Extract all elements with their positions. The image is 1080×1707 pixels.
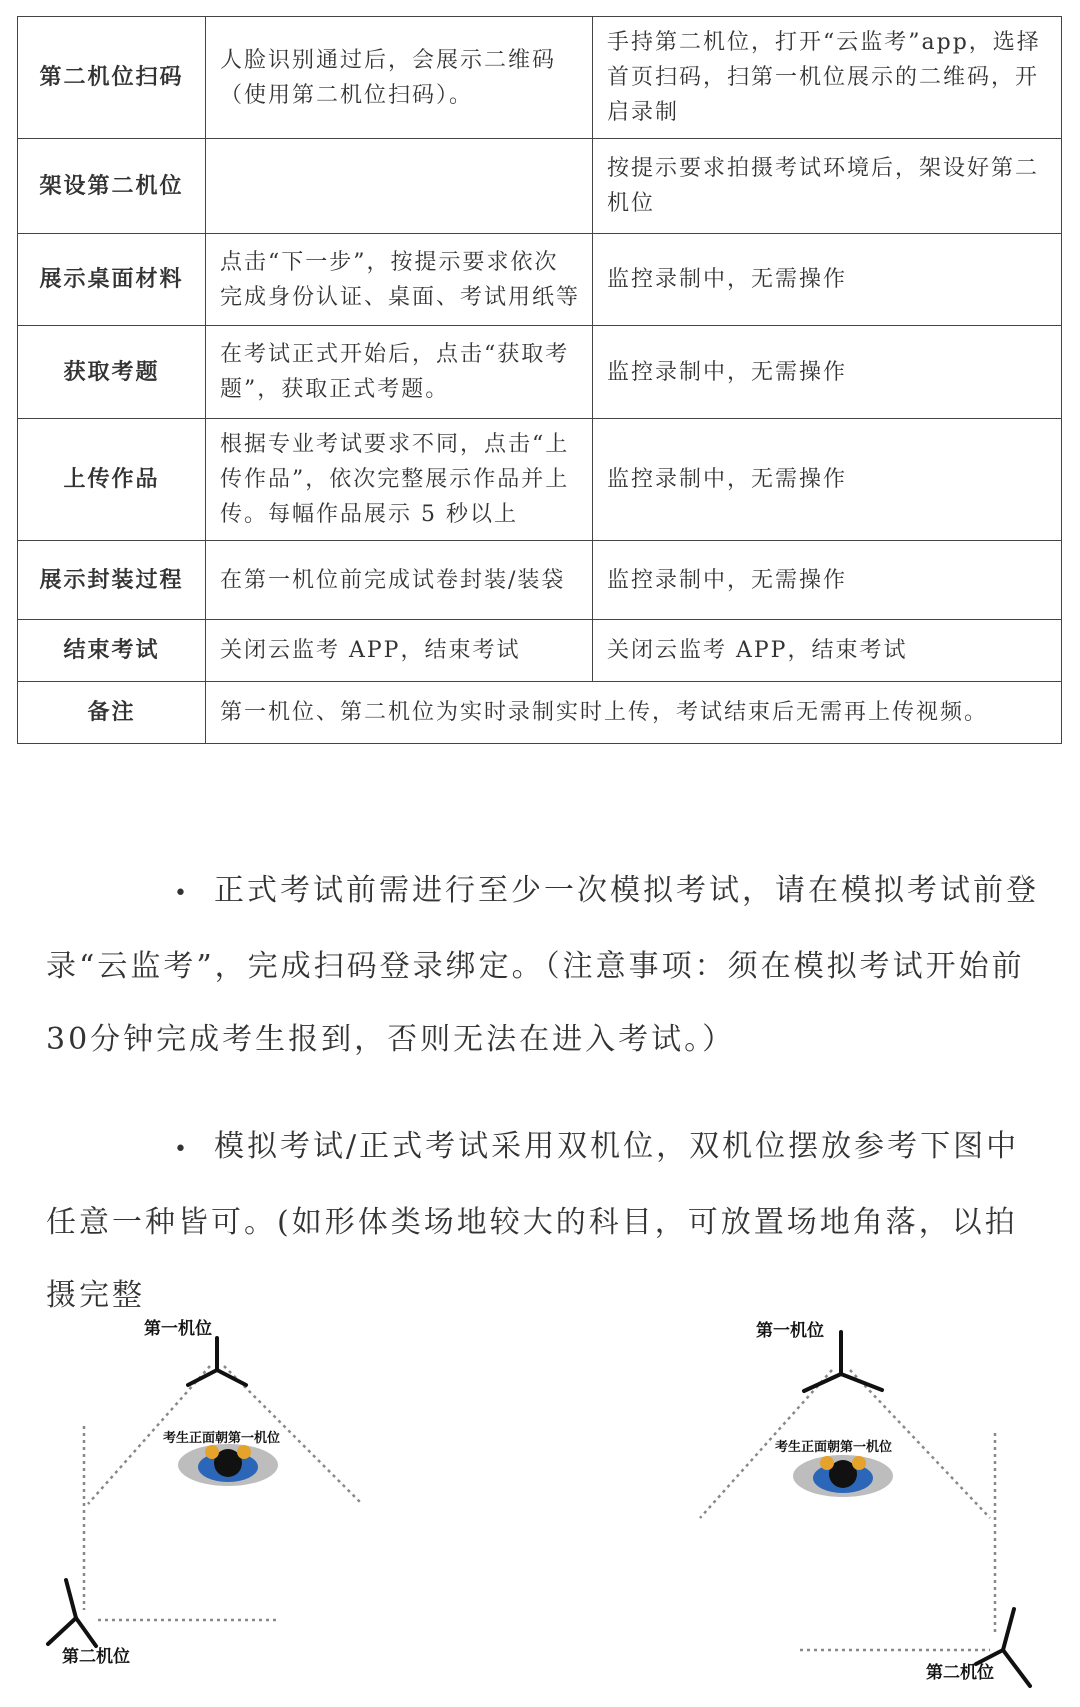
step-label: 第二机位扫码	[18, 17, 206, 139]
first-camera-action: 关闭云监考 APP，结束考试	[206, 620, 593, 682]
candidate-icon	[793, 1455, 893, 1497]
bullet-icon: •	[174, 1137, 190, 1162]
bullet-icon: •	[174, 881, 190, 906]
paragraph-text: 正式考试前需进行至少一次模拟考试，请在模拟考试前登录“云监考”，完成扫码登录绑定。（注意事项：须在模拟考试开始前30分钟完成考生报到，否则无法在进入考试。）	[46, 873, 1039, 1057]
step-label: 展示封装过程	[18, 541, 206, 620]
first-camera-label: 第一机位	[756, 1321, 824, 1341]
note-text: 第一机位、第二机位为实时录制实时上传，考试结束后无需再上传视频。	[206, 682, 1062, 744]
second-camera-action: 按提示要求拍摄考试环境后，架设好第二机位	[593, 139, 1062, 234]
first-camera-action: 在考试正式开始后，点击“获取考题”，获取正式考题。	[206, 326, 593, 419]
paragraph-dual-camera	[46, 1110, 1046, 1332]
table-row	[18, 326, 1062, 419]
table-row	[18, 541, 1062, 620]
second-camera-action: 监控录制中，无需操作	[593, 234, 1062, 326]
second-camera-label: 第二机位	[62, 1647, 130, 1667]
table-row	[18, 139, 1062, 234]
table-row	[18, 419, 1062, 541]
step-label: 展示桌面材料	[18, 234, 206, 326]
second-camera-action: 关闭云监考 APP，结束考试	[593, 620, 1062, 682]
candidate-label: 考生正面朝第一机位	[163, 1431, 281, 1446]
first-camera-action: 人脸识别通过后，会展示二维码（使用第二机位扫码）。	[206, 17, 593, 139]
second-camera-action: 手持第二机位，打开“云监考”app，选择首页扫码，扫第一机位展示的二维码，开启录制	[593, 17, 1062, 139]
diagram-graphics	[0, 1318, 1080, 1707]
second-camera-icon	[48, 1580, 96, 1646]
step-label: 获取考题	[18, 326, 206, 419]
table-row-note	[18, 682, 1062, 744]
second-camera-label: 第二机位	[926, 1663, 994, 1683]
exam-steps-table	[17, 16, 1062, 744]
first-camera-label: 第一机位	[144, 1319, 212, 1339]
first-camera-action: 点击“下一步”，按提示要求依次完成身份认证、桌面、考试用纸等	[206, 234, 593, 326]
first-camera-action: 在第一机位前完成试卷封装/装袋	[206, 541, 593, 620]
note-label: 备注	[18, 682, 206, 744]
table-row	[18, 620, 1062, 682]
paragraph-mock-exam	[46, 854, 1046, 1076]
step-label: 架设第二机位	[18, 139, 206, 234]
first-camera-icon	[188, 1338, 246, 1385]
table-row	[18, 17, 1062, 139]
camera-placement-diagrams	[0, 1318, 1080, 1707]
candidate-icon	[178, 1444, 278, 1486]
step-label: 结束考试	[18, 620, 206, 682]
second-camera-action: 监控录制中，无需操作	[593, 326, 1062, 419]
paragraph-text: 模拟考试/正式考试采用双机位，双机位摆放参考下图中任意一种皆可。(如形体类场地较大的科目，可放置场地角落，以拍摄完整	[46, 1129, 1020, 1313]
first-camera-action	[206, 139, 593, 234]
second-camera-action: 监控录制中，无需操作	[593, 541, 1062, 620]
second-camera-action: 监控录制中，无需操作	[593, 419, 1062, 541]
step-label: 上传作品	[18, 419, 206, 541]
right-diagram	[700, 1370, 995, 1650]
table-row	[18, 234, 1062, 326]
left-diagram	[84, 1366, 362, 1620]
candidate-label: 考生正面朝第一机位	[775, 1440, 893, 1455]
first-camera-action: 根据专业考试要求不同，点击“上传作品”，依次完整展示作品并上传。每幅作品展示 5 秒以上	[206, 419, 593, 541]
